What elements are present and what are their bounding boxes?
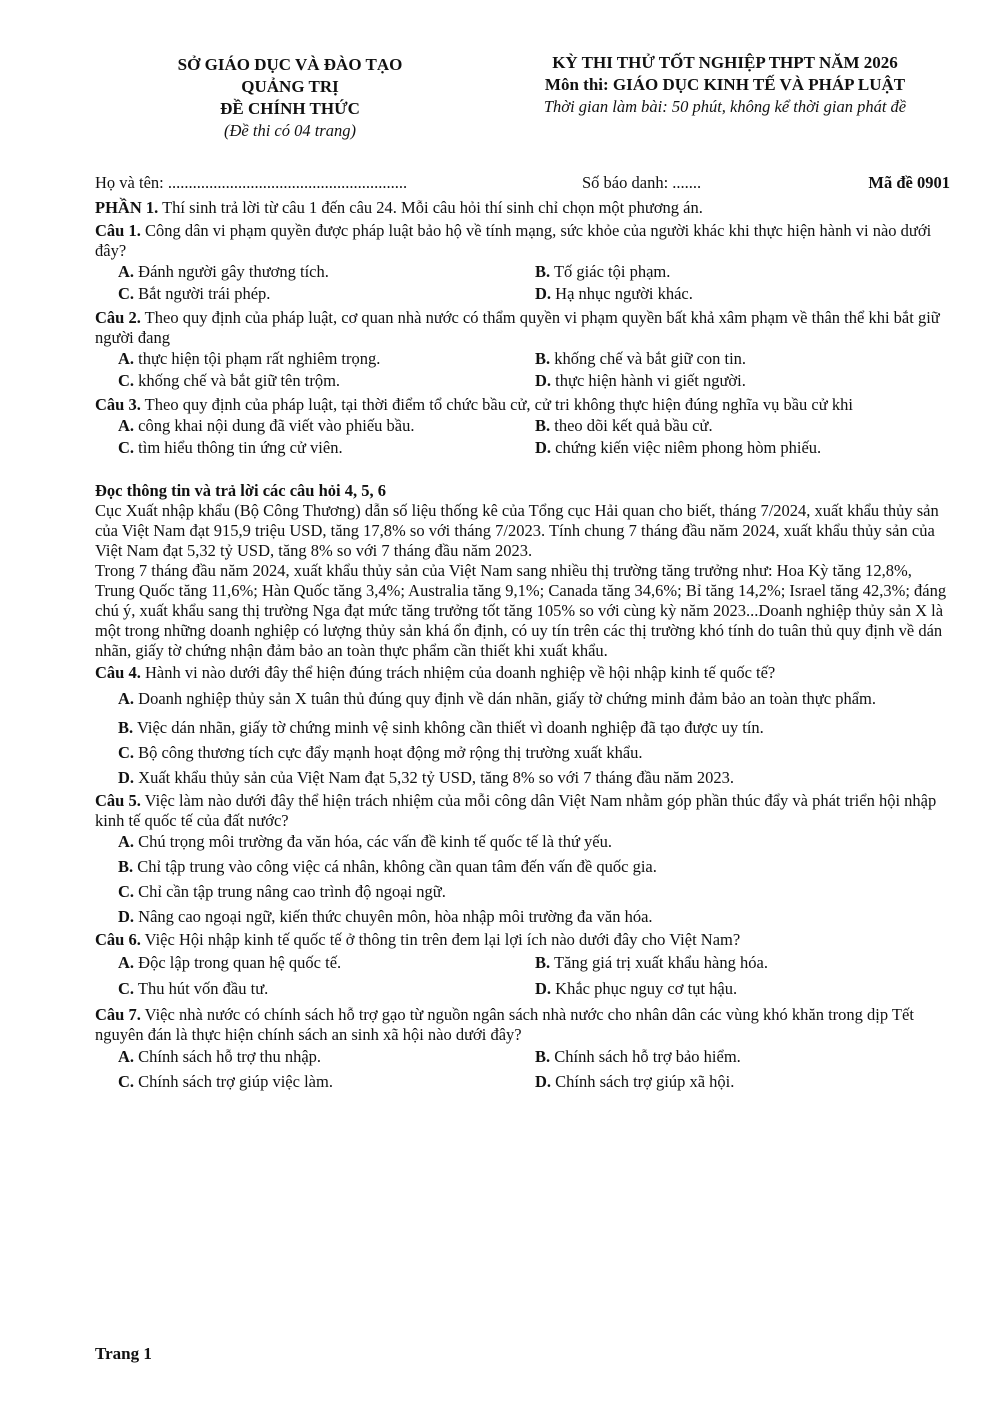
- part-label: PHẦN 1.: [95, 198, 159, 217]
- option-a: A. Đánh người gây thương tích.: [118, 262, 329, 281]
- question-3: [95, 395, 950, 459]
- question-label: Câu 5.: [95, 791, 141, 810]
- question-text: Việc Hội nhập kinh tế quốc tế ở thông tin trên đem lại lợi ích nào dưới đây cho Việt Nam?: [140, 930, 741, 949]
- question-7: [95, 1005, 950, 1095]
- option-c: C. Thu hút vốn đầu tư.: [118, 979, 269, 998]
- question-text: Việc nhà nước có chính sách hỗ trợ gạo từ nguồn ngân sách nhà nước cho nhân dân các vùng khó khăn trong dịp Tết nguyên đán là thực hiện chính sách an sinh xã hội nào dưới đây?: [95, 1005, 914, 1044]
- part-text: Thí sinh trả lời từ câu 1 đến câu 24. Mỗi câu hỏi thí sinh chỉ chọn một phương án.: [158, 198, 703, 217]
- question-text: Công dân vi phạm quyền được pháp luật bảo hộ về tính mạng, sức khỏe của người khác khi thực hiện hành vi nào dưới đây?: [95, 221, 932, 260]
- option-d: D. Khắc phục nguy cơ tụt hậu.: [535, 979, 738, 998]
- question-label: Câu 3.: [95, 395, 141, 414]
- option-b: B. Chính sách hỗ trợ bảo hiểm.: [535, 1047, 741, 1066]
- question-text: Theo quy định của pháp luật, cơ quan nhà nước có thẩm quyền vi phạm quyền bất khả xâm phạm về thân thể khi bắt giữ người đang: [95, 308, 940, 347]
- options: [95, 261, 950, 305]
- option-b: B. Tăng giá trị xuất khẩu hàng hóa.: [535, 953, 768, 972]
- question-6: [95, 930, 950, 1002]
- part-instructions: [95, 198, 950, 218]
- option-d: D. Chính sách trợ giúp xã hội.: [535, 1072, 735, 1091]
- reading-paragraph-1: Cục Xuất nhập khẩu (Bộ Công Thương) dẫn số liệu thống kê của Tổng cục Hải quan cho biết, tháng 7/2024, xuất khẩu thủy sản của Việt Nam đạt 915,9 triệu USD, tăng 17,8% so với tháng 7/2023. Tính chung 7 tháng đầu năm 2024, xuất khẩu thủy sản của Việt Nam đạt 5,32 tỷ USD, tăng 8% so với 7 tháng đầu năm 2023.: [95, 501, 939, 560]
- option-b: B. Chỉ tập trung vào công việc cá nhân, không cần quan tâm đến vấn đề quốc gia.: [118, 857, 657, 876]
- question-text: Theo quy định của pháp luật, tại thời điểm tổ chức bầu cử, cử tri không thực hiện đúng nghĩa vụ bầu cử khi: [140, 395, 853, 414]
- option-d: D. Hạ nhục người khác.: [535, 284, 693, 303]
- options: [95, 685, 950, 788]
- question-label: Câu 4.: [95, 663, 141, 682]
- option-c: C. khống chế và bắt giữ tên trộm.: [118, 371, 341, 390]
- option-b: B. Việc dán nhãn, giấy tờ chứng minh vệ sinh không cần thiết vì doanh nghiệp đã tạo được uy tín.: [118, 718, 764, 737]
- header-right: [495, 52, 955, 118]
- exam-content: [95, 198, 950, 1095]
- option-d: D. chứng kiến việc niêm phong hòm phiếu.: [535, 438, 822, 457]
- question-4: [95, 663, 950, 788]
- option-a: A. công khai nội dung đã viết vào phiếu bầu.: [118, 416, 415, 435]
- option-b: B. theo dõi kết quả bầu cử.: [535, 416, 713, 435]
- option-b: B. Tố giác tội phạm.: [535, 262, 671, 281]
- question-text: Hành vi nào dưới đây thể hiện đúng trách nhiệm của doanh nghiệp về hội nhập kinh tế quốc tế?: [140, 663, 776, 682]
- option-a: A. Doanh nghiệp thủy sản X tuân thủ đúng quy định về dán nhãn, giấy tờ chứng minh đảm bảo an toàn thực phẩm.: [118, 689, 876, 708]
- exam-code: Mã đề 0901: [868, 173, 950, 192]
- options: [95, 1045, 950, 1095]
- option-d: D. Xuất khẩu thủy sản của Việt Nam đạt 5,32 tỷ USD, tăng 8% so với 7 tháng đầu năm 2023.: [118, 768, 735, 787]
- question-label: Câu 1.: [95, 221, 141, 240]
- question-label: Câu 7.: [95, 1005, 141, 1024]
- option-b: B. khống chế và bắt giữ con tin.: [535, 349, 747, 368]
- candidate-info: [95, 173, 950, 195]
- option-c: C. Bộ công thương tích cực đẩy mạnh hoạt động mở rộng thị trường xuất khẩu.: [118, 743, 643, 762]
- exam-duration: Thời gian làm bài: 50 phút, không kể thời gian phát đề: [543, 97, 907, 116]
- department-name: SỞ GIÁO DỤC VÀ ĐÀO TẠO: [177, 55, 403, 74]
- question-text: Việc làm nào dưới đây thể hiện trách nhiệm của mỗi công dân Việt Nam nhằm góp phần thúc đẩy và phát triển hội nhập kinh tế quốc tế của đất nước?: [95, 791, 937, 830]
- option-a: A. Chính sách hỗ trợ thu nhập.: [118, 1047, 322, 1066]
- question-label: Câu 2.: [95, 308, 141, 327]
- exam-subject: Môn thi: GIÁO DỤC KINH TẾ VÀ PHÁP LUẬT: [544, 75, 906, 94]
- province-name: QUẢNG TRỊ: [241, 77, 339, 96]
- candidate-number-field: Số báo danh: .......: [582, 173, 702, 192]
- question-2: [95, 308, 950, 392]
- section-gap: [95, 459, 950, 481]
- question-1: [95, 221, 950, 305]
- options: [95, 950, 950, 1002]
- option-c: C. tìm hiểu thông tin ứng cử viên.: [118, 438, 343, 457]
- question-label: Câu 6.: [95, 930, 141, 949]
- option-c: C. Bắt người trái phép.: [118, 284, 271, 303]
- option-a: A. Độc lập trong quan hệ quốc tế.: [118, 953, 342, 972]
- candidate-name-field: Họ và tên: ..........................................................: [95, 173, 408, 192]
- option-a: A. Chú trọng môi trường đa văn hóa, các vấn đề kinh tế quốc tế là thứ yếu.: [118, 832, 612, 851]
- options: [95, 348, 950, 392]
- option-c: C. Chính sách trợ giúp việc làm.: [118, 1072, 333, 1091]
- page-number: Trang 1: [95, 1344, 152, 1363]
- option-d: D. thực hiện hành vi giết người.: [535, 371, 746, 390]
- official-label: ĐỀ CHÍNH THỨC: [220, 99, 360, 118]
- reading-paragraph-2: Trong 7 tháng đầu năm 2024, xuất khẩu thủy sản của Việt Nam sang nhiều thị trường tăng trưởng như: Hoa Kỳ tăng 12,8%, Trung Quốc tăng 11,6%; Hàn Quốc tăng 3,4%; Australia tăng 9,1%; Canada tăng 34,6%; Bỉ tăng 14,2%; Israel tăng 42,3%; đáng chú ý, xuất khẩu sang thị trường Nga đạt mức tăng trưởng tốt tăng 105% so với cùng kỳ năm 2023...Doanh nghiệp thủy sản X là một trong những doanh nghiệp có lượng thủy sản khá ổn định, có uy tín trên các thị trường khó tính do tuân thủ quy định về dán nhãn, giấy tờ chứng nhận đảm bảo an toàn thực phẩm cần thiết khi xuất khẩu.: [95, 561, 947, 660]
- question-5: [95, 791, 950, 927]
- exam-title: KỲ THI THỬ TỐT NGHIỆP THPT NĂM 2026: [552, 53, 898, 72]
- header-left: [140, 54, 440, 142]
- options: [95, 415, 950, 459]
- reading-title: Đọc thông tin và trả lời các câu hỏi 4, 5, 6: [95, 481, 386, 500]
- option-a: A. thực hiện tội phạm rất nghiêm trọng.: [118, 349, 381, 368]
- options: [95, 832, 950, 927]
- page-count-note: (Đề thi có 04 trang): [224, 121, 356, 140]
- option-d: D. Nâng cao ngoại ngữ, kiến thức chuyên môn, hòa nhập môi trường đa văn hóa.: [118, 907, 653, 926]
- option-c: C. Chỉ cần tập trung nâng cao trình độ ngoại ngữ.: [118, 882, 446, 901]
